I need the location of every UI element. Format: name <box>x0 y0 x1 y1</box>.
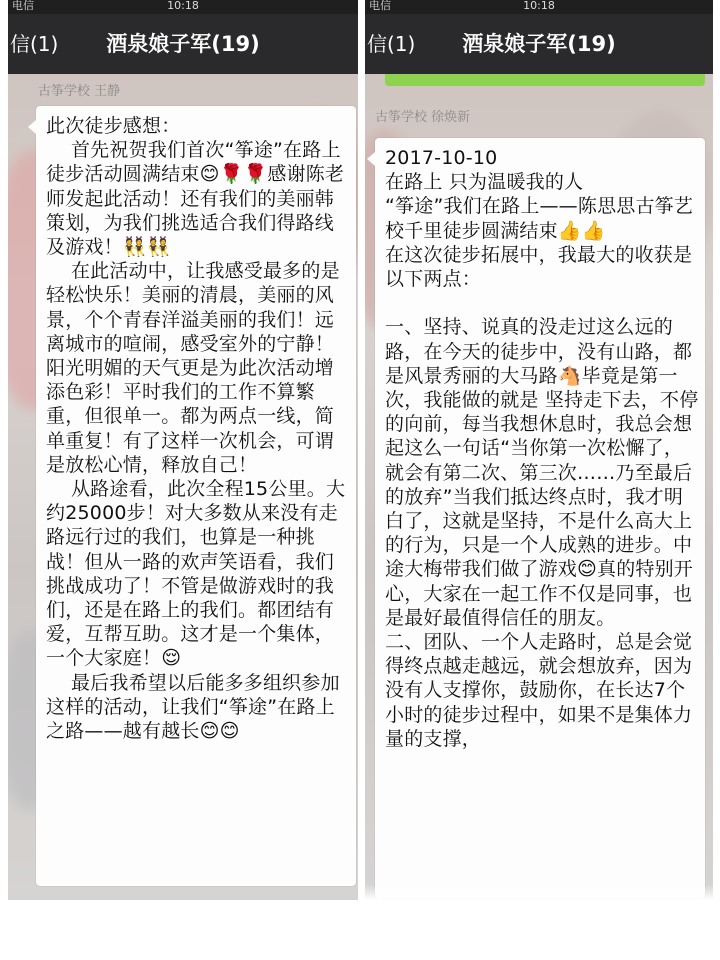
left-chat-screen <box>8 0 358 900</box>
message-text: 2017-10-10 在路上 只为温暖我的人 “筝途”我们在路上——陈思思古筝艺校千里徒步圆满结束👍👍 在这次徒步拓展中，我最大的收获是以下两点： 一、坚持、说真的没走过这么远的路，在今天的徒步中，没有山路，都是风景秀丽的大马路🐴毕竟是第一次，我能做的就是 坚持走下去，不停的向前，每当我想休息时，我总会想起这么一句话“当你第一次松懈了，就会有第二次、第三次……乃至最后的放弃”当我们抵达终点时，我才明白了，这就是坚持，不是什么高大上的行为，只是一个人成熟的进步。中途大梅带我们做了游戏😊真的特别开心，大家在一起工作不仅是同事，也是最好最值得信任的朋友。 二、团队、一个人走路时，总是会觉得终点越走越远，就会想放弃，因为没有人支撑你，鼓励你，在长达7个小时的徒步过程中，如果不是集体力量的支撑， <box>385 147 699 750</box>
status-bar <box>8 0 358 14</box>
previous-message-bubble[interactable] <box>385 74 705 86</box>
chat-title: 酒泉娘子军(19) <box>462 32 616 56</box>
status-bar <box>365 0 713 14</box>
chat-header <box>365 14 713 74</box>
clock: 10:18 <box>167 0 199 12</box>
carrier-label: 电信 <box>12 0 34 12</box>
back-button[interactable]: 信(1) <box>367 32 416 56</box>
chat-header <box>8 14 358 74</box>
back-button[interactable]: 信(1) <box>10 32 59 56</box>
message-bubble[interactable] <box>375 138 705 898</box>
carrier-label: 电信 <box>369 0 391 12</box>
screen-edge-fade <box>365 884 713 900</box>
sender-name: 古筝学校 王静 <box>38 84 121 99</box>
right-chat-screen <box>365 0 713 900</box>
clock: 10:18 <box>523 0 555 12</box>
chat-title: 酒泉娘子军(19) <box>106 32 260 56</box>
message-text: 此次徒步感想： 首先祝贺我们首次“筝途”在路上徒步活动圆满结束😊🌹🌹感谢陈老师发起此活动！还有我们的美丽韩策划，为我们挑选适合我们得路线及游戏！👯👯 在此活动中，让我感受最多的是轻松快乐！美丽的清晨，美丽的风景，个个青春洋溢美丽的我们！远离城市的喧闹，感受室外的宁静！阳光明媚的天气更是为此次活动增添色彩！平时我们的工作不算繁重，但很单一。都为两点一线，简单重复！有了这样一次机会，可谓是放松心情，释放自己！ 从路途看，此次全程15公里。大约25000步！对大多数从来没有走路远行过的我们，也算是一种挑战！但从一路的欢声笑语看，我们挑战成功了！不管是做游戏时的我们，还是在路上的我们。都团结有爱，互帮互助。这才是一个集体，一个大家庭！😌 最后我希望以后能多多组织参加这样的活动，让我们“筝途”在路上之路——越有越长😊😊 <box>46 115 346 743</box>
sender-name: 古筝学校 徐焕新 <box>375 110 471 125</box>
message-bubble[interactable] <box>36 106 356 886</box>
